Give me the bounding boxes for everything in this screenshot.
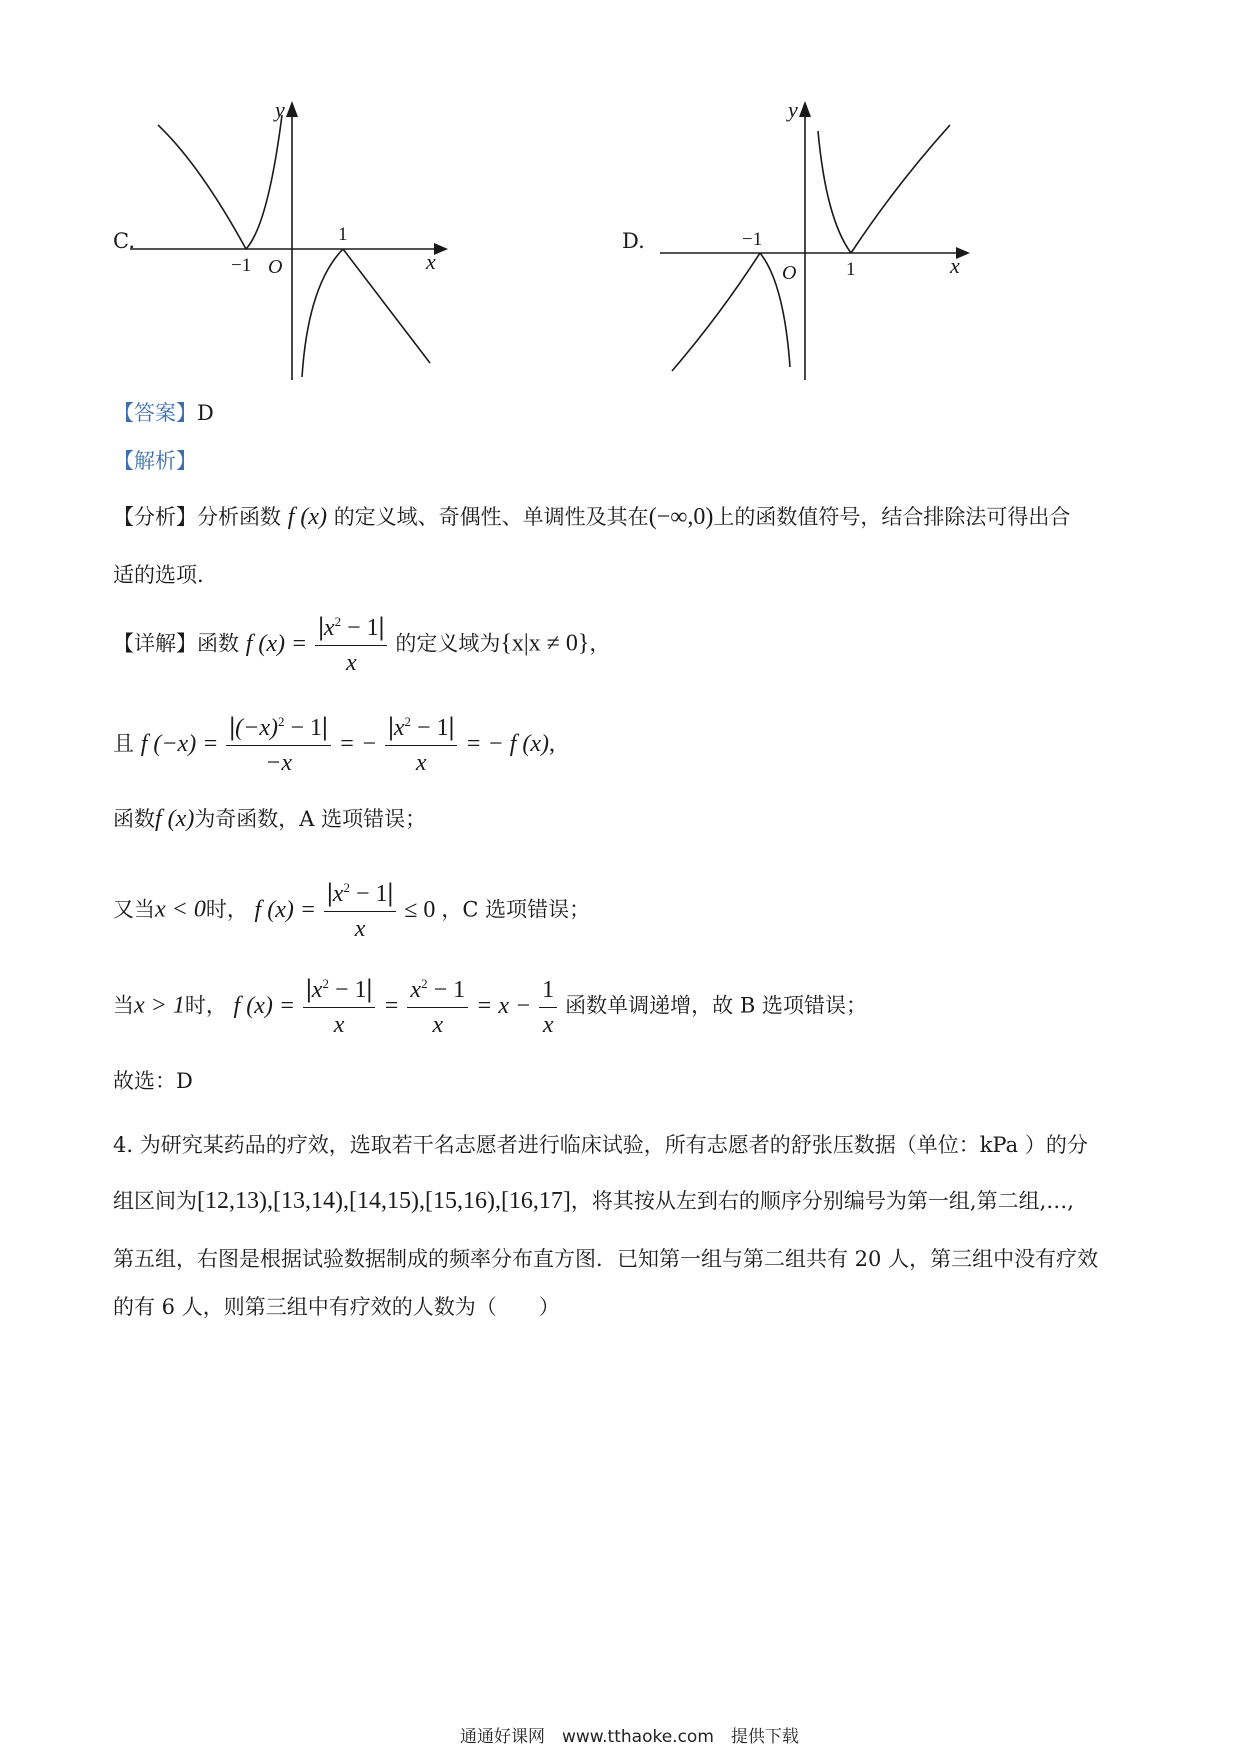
xiangjie-text-1: 函数 xyxy=(197,631,239,656)
b-condition: x > 1 xyxy=(134,992,185,1019)
odd-text-2: 为奇函数，A 选项错误； xyxy=(194,807,427,831)
answer-value: D xyxy=(197,401,214,425)
curve-right-inner xyxy=(818,131,851,253)
x-arrow xyxy=(434,243,448,255)
qie-prefix: 且 xyxy=(113,731,134,756)
fenxi-line1 xyxy=(113,502,1070,532)
fenxi-text-3: 上的函数值符号，结合排除法可得出合 xyxy=(713,505,1071,529)
xiangjie-text-2: 的定义域为 xyxy=(395,631,501,656)
origin-label: O xyxy=(782,262,797,284)
tick-neg-one: −1 xyxy=(231,255,252,276)
c-text-1: 又当 xyxy=(113,897,155,922)
curve-left-outer xyxy=(672,253,760,371)
page-footer: 通通好课网 www.tthaoke.com 提供下载 xyxy=(460,1727,799,1747)
q4-line1: 4. 为研究某药品的疗效，选取若干名志愿者进行临床试验，所有志愿者的舒张压数据（单位：kPa ）的分 xyxy=(113,1133,1088,1157)
curve-left-outer xyxy=(158,125,246,249)
answer-tag: 【答案】 xyxy=(113,401,197,425)
c-text-3: ，C 选项错误； xyxy=(441,897,591,922)
q4-line4: 的有 6 人，则第三组中有疗效的人数为（ ） xyxy=(113,1295,560,1319)
tick-neg-one: −1 xyxy=(742,229,763,250)
b-option-line xyxy=(113,974,867,1040)
origin-label: O xyxy=(268,256,283,278)
graph-d xyxy=(660,95,990,385)
b-text-3: 函数单调递增，故 B 选项错误； xyxy=(565,993,867,1018)
b-text-1: 当 xyxy=(113,993,134,1018)
conclusion: 故选：D xyxy=(113,1069,193,1093)
odd-text-1: 函数 xyxy=(113,807,155,831)
curve-right-outer xyxy=(343,249,430,363)
q4-line2-a: 组区间为 xyxy=(113,1189,197,1213)
c-condition: x < 0 xyxy=(155,896,206,923)
curve-right-outer xyxy=(851,125,950,253)
x-label: x xyxy=(950,253,960,278)
y-arrow xyxy=(286,101,298,117)
fenxi-text-2: 的定义域、奇偶性、单调性及其在 xyxy=(333,505,649,529)
c-option-line xyxy=(113,878,590,944)
interval-neg-inf-zero: (−∞,0) xyxy=(648,504,714,530)
y-label: y xyxy=(788,97,798,122)
q4-line3: 第五组，右图是根据试验数据制成的频率分布直方图．已知第一组与第二组共有 20 人，第三组中没有疗效 xyxy=(113,1247,1099,1271)
b-text-2: 时， xyxy=(184,993,227,1018)
option-d-label: D. xyxy=(622,229,645,253)
c-text-2: 时， xyxy=(205,897,248,922)
fx-symbol-2: f (x) xyxy=(155,806,195,832)
curve-right-inner xyxy=(302,249,343,377)
answer-line xyxy=(113,398,214,428)
c-inequality: f (x) = $\frac{|x^2 - 1|}{x}$ ≤ 0 xyxy=(254,878,436,942)
fenxi-text-1: 分析函数 xyxy=(197,505,281,529)
analysis-tag: 【解析】 xyxy=(113,449,197,473)
xiangjie-tag: 【详解】 xyxy=(113,631,197,656)
b-equation: f (x) = $\frac{|x^2 - 1|}{x}$ = $\frac{x^2 - 1}{x}$ = x − $\frac{1}{x}$ xyxy=(234,993,566,1019)
tick-one: 1 xyxy=(338,224,348,245)
xiangjie-line xyxy=(113,612,610,678)
xiangjie-end: ， xyxy=(589,631,611,656)
q4-line2 xyxy=(113,1186,1074,1216)
y-arrow xyxy=(799,101,811,117)
fenxi-line2: 适的选项. xyxy=(113,563,204,587)
curve-left-inner xyxy=(246,115,282,249)
graph-c xyxy=(130,95,460,385)
option-c-label: C. xyxy=(113,229,135,253)
fx-definition: f (x) = $\frac{|x^2 - 1|}{x}$ xyxy=(246,631,396,657)
y-label: y xyxy=(275,97,285,122)
odd-derivation: f (−x) = $\frac{|(-x)^2 - 1|}{-x}$ = − $\frac{|x^2 - 1|}{x}$ = − f (x), xyxy=(140,712,556,776)
q4-line2-b: ，将其按从左到右的顺序分别编号为第一组,第二组,…, xyxy=(570,1189,1074,1213)
fenxi-tag: 【分析】 xyxy=(113,505,197,529)
odd-line xyxy=(113,804,426,834)
x-label: x xyxy=(426,249,436,274)
tick-one: 1 xyxy=(846,259,856,280)
domain-set: {x|x ≠ 0} xyxy=(500,630,590,657)
qie-line xyxy=(113,712,555,778)
fx-symbol: f (x) xyxy=(287,504,327,530)
q4-intervals: [12,13),[13,14),[14,15),[15,16),[16,17] xyxy=(197,1188,571,1214)
